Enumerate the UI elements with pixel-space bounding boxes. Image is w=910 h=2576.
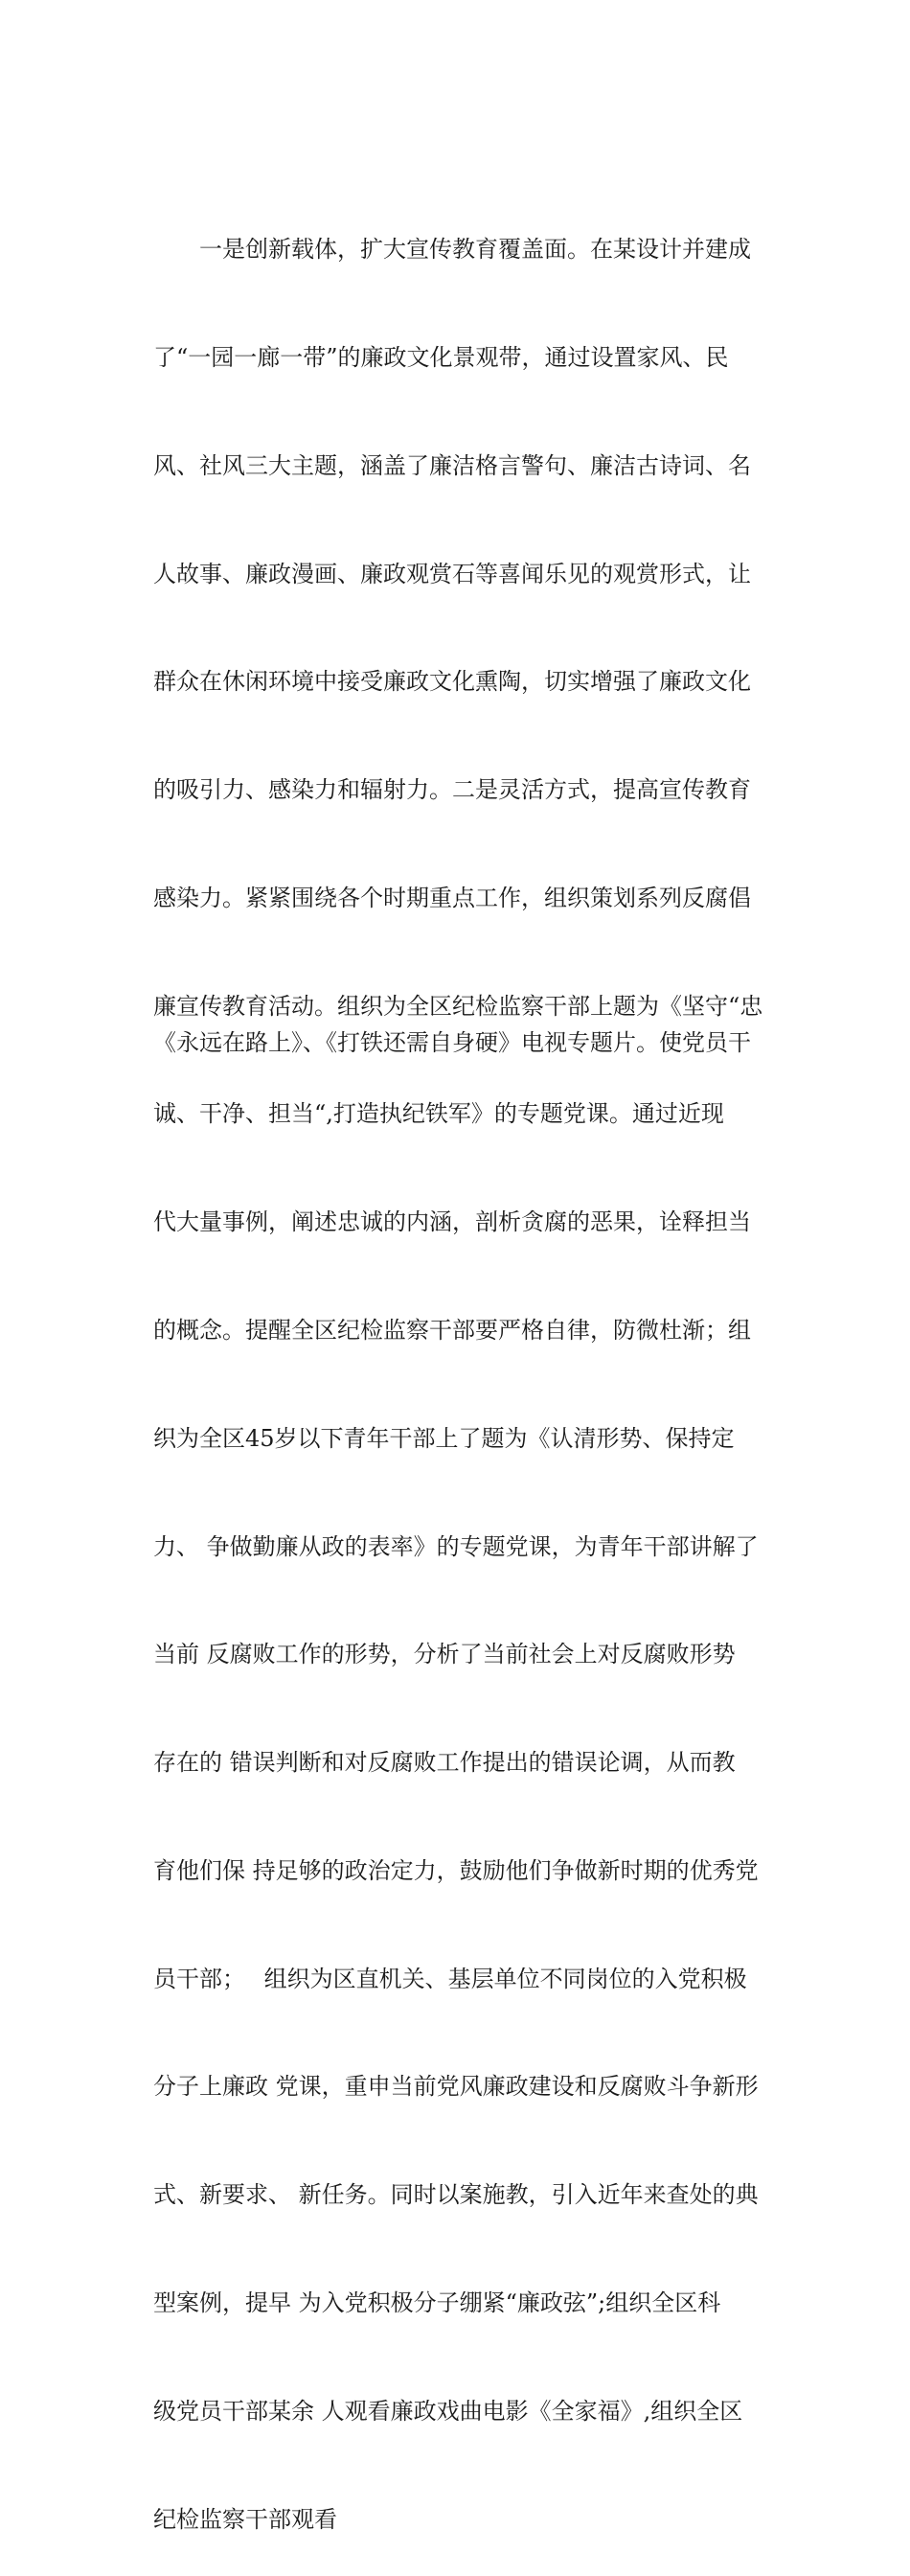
text-line: 感染力。紧紧围绕各个时期重点工作，组织策划系列反腐倡 [153,884,751,911]
body-paragraph [153,160,795,2576]
text-line: 群众在休闲环境中接受廉政文化熏陶，切实增强了廉政文化 [153,668,751,696]
text-line: 型案例，提早 为入党积极分子绷紧“廉政弦”;组织全区科 [153,2289,721,2317]
text-line: 廉宣传教育活动。组织为全区纪检监察干部上题为《坚守“忠 [153,992,763,1020]
text-line: 织为全区45岁以下青年干部上了题为《认清形势、保持定 [153,1424,735,1452]
text-line: 了“一园一廊一带”的廉政文化景观带，通过设置家风、民 [153,343,729,371]
text-line: 当前 反腐败工作的形势，分析了当前社会上对反腐败形势 [153,1641,736,1668]
text-line: 分子上廉政 党课，重申当前党风廉政建设和反腐败斗争新形 [153,2073,759,2101]
text-line: 的吸引力、感染力和辐射力。二是灵活方式，提高宣传教育 [153,776,751,804]
text-line: 纪检监察干部观看 [153,2505,337,2533]
text-line: 存在的 错误判断和对反腐败工作提出的错误论调，从而教 [153,1749,736,1777]
text-line: 代大量事例，阐述忠诚的内涵，剖析贪腐的恶果，诠释担当 [153,1208,751,1236]
text-line: 力、 争做勤廉从政的表率》的专题党课，为青年干部讲解了 [153,1532,759,1560]
text-line: 人故事、廉政漫画、廉政观赏石等喜闻乐见的观赏形式，让 [153,560,751,587]
text-line: 诚、干净、担当“,打造执纪铁军》的专题党课。通过近现 [153,1100,724,1128]
text-line: 式、新要求、 新任务。同时以案施教，引入近年来查处的典 [153,2181,759,2209]
text-line: 员干部； 组织为区直机关、基层单位不同岗位的入党积极 [153,1965,747,1992]
text-line: 育他们保 持足够的政治定力，鼓励他们争做新时期的优秀党 [153,1856,759,1884]
text-line: 一是创新载体，扩大宣传教育覆盖面。在某设计并建成 [153,236,751,264]
text-line: 级党员干部某余 人观看廉政戏曲电影《全家福》,组织全区 [153,2397,743,2425]
trailing-text-line: 《永远在路上》、《打铁还需自身硬》电视专题片。使党员干 [153,1029,751,1056]
text-line: 风、社风三大主题，涵盖了廉洁格言警句、廉洁古诗词、名 [153,451,751,479]
text-line: 的概念。提醒全区纪检监察干部要严格自律，防微杜渐；组 [153,1317,751,1344]
